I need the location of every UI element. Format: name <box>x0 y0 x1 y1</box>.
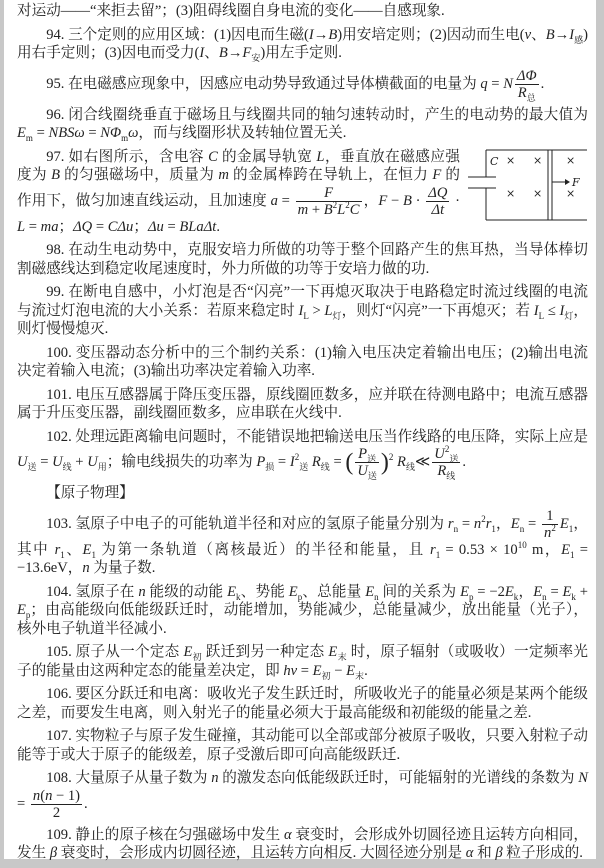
numerator <box>515 68 539 85</box>
text-run: ， <box>495 515 511 532</box>
denominator <box>432 463 460 479</box>
fraction <box>542 508 558 541</box>
text-run: − 1) <box>52 787 81 804</box>
math-symbol: R <box>311 453 321 470</box>
text-run: ，则灯慢慢熄灭. <box>17 302 588 337</box>
text-run: 的金属导轨宽 <box>217 148 317 165</box>
text-run: ≪ <box>414 453 431 470</box>
math-symbol: E <box>328 644 338 660</box>
math-symbol: E <box>365 583 375 600</box>
text-run: 102. 处理远距离输电问题时，不能错误地把输送电压当作线路的电压降，实际上应是 <box>46 428 588 445</box>
fraction <box>426 185 449 218</box>
rail-capacitor-figure <box>466 148 588 222</box>
subscript: 初 <box>192 651 202 662</box>
math-symbol: E <box>460 583 469 600</box>
math-symbol: U <box>357 463 368 479</box>
math-symbol: NΦ <box>100 125 122 141</box>
text-run: ；由高能级向低能级跃迁时，动能增加，势能减少，总能量减少，放出能量（光子），核外电子轨道半径减小. <box>17 602 588 637</box>
text-run: ，则灯“闪亮”一下再熄灭；若 <box>341 302 534 319</box>
text-run: 间的关系为 <box>378 583 461 600</box>
math-symbol: L <box>337 201 346 218</box>
math-symbol: E <box>288 583 298 600</box>
math-symbol: a <box>270 192 278 209</box>
math-symbol: m <box>218 167 229 183</box>
subscript: 用 <box>97 461 107 472</box>
numerator <box>432 446 460 463</box>
superscript: 2 <box>444 444 450 455</box>
math-symbol: n <box>138 583 146 600</box>
denominator <box>31 805 82 821</box>
document-body <box>17 2 588 868</box>
paragraph <box>17 68 588 101</box>
math-symbol: n <box>544 524 552 541</box>
text-run: 、 <box>531 26 546 43</box>
paragraph <box>17 283 588 339</box>
numerator <box>355 446 379 463</box>
superscript: 10 <box>517 539 527 550</box>
subscript: L <box>303 310 309 321</box>
math-symbol: B <box>323 201 333 218</box>
subscript: 损 <box>265 461 275 472</box>
subscript: k <box>236 591 241 602</box>
numerator <box>296 185 362 202</box>
text-run: 100. 变压器动态分析中的三个制约关系：(1)输入电压决定着输出电压；(2)输出电流决定着输入电流；(3)输出功率决定着输入功率. <box>17 344 588 379</box>
paragraph <box>17 508 588 578</box>
text-run: . <box>540 75 545 92</box>
math-symbol: E <box>17 125 26 141</box>
math-symbol: n <box>82 560 90 576</box>
subscript: 灯 <box>332 310 342 321</box>
text-run: 2 <box>52 804 61 821</box>
math-symbol: n <box>45 787 53 804</box>
math-symbol: F <box>378 192 388 209</box>
fraction <box>355 446 379 479</box>
text-run: 99. 在断电自感中，小灯泡是否“闪亮”一下再熄灭取决于电路稳定时流过线圈的电流与流过灯泡电流的大小关系：若原来稳定时 <box>17 284 588 319</box>
subscript: 末 <box>355 670 365 681</box>
text-run: 跃迁到另一种定态 <box>201 644 329 660</box>
math-symbol: n <box>32 787 41 804</box>
math-symbol: U <box>87 453 98 470</box>
subscript: k <box>571 591 576 602</box>
large-parenthesis: ) <box>380 449 389 476</box>
math-symbol: E <box>346 662 356 679</box>
text-run: 104. 氢原子在 <box>46 583 139 600</box>
denominator <box>426 202 449 218</box>
subscript: 总 <box>526 92 536 103</box>
math-symbol: q <box>480 75 488 92</box>
text-run: · <box>411 192 425 209</box>
math-symbol: n <box>473 515 482 532</box>
paragraph <box>17 727 588 764</box>
math-symbol: E <box>510 515 520 532</box>
field-mark: × <box>506 186 516 200</box>
paragraph <box>17 26 588 63</box>
paragraph <box>17 685 588 722</box>
math-symbol: I <box>199 45 205 61</box>
math-symbol: r <box>54 541 61 558</box>
math-symbol: r <box>430 541 436 558</box>
superscript: 2 <box>294 451 300 462</box>
math-symbol: E <box>312 662 322 679</box>
math-symbol: NBSω <box>48 125 85 141</box>
math-symbol: B <box>218 45 228 61</box>
text-run: 、总能量 <box>302 583 366 600</box>
math-symbol: B <box>328 26 338 43</box>
subscript: n <box>519 523 525 534</box>
document-page <box>4 0 596 859</box>
denominator <box>542 522 558 541</box>
text-run: = <box>25 218 41 235</box>
math-symbol: E <box>227 583 237 600</box>
text-run: · <box>451 192 460 209</box>
subscript: 1 <box>491 523 496 534</box>
math-symbol: I <box>308 26 314 43</box>
subscript: 线 <box>320 461 330 472</box>
text-run: . <box>462 453 466 470</box>
paragraph <box>17 148 588 237</box>
text-run: )用右手定则；(3)因电而受力( <box>17 26 588 61</box>
subscript: 1 <box>60 549 65 560</box>
text-run: 的金属棒跨在导轨上，在恒力 <box>228 167 433 183</box>
fraction <box>432 446 460 479</box>
section-heading: 【原子物理】 <box>46 485 134 501</box>
math-symbol: β <box>495 845 503 861</box>
fraction <box>31 788 82 821</box>
field-mark: × <box>533 186 543 200</box>
math-symbol: Δt <box>431 201 445 218</box>
text-run: = <box>277 192 294 209</box>
subscript: 送 <box>449 453 459 464</box>
text-run: = 0.53 × 10 <box>440 541 518 558</box>
math-symbol: C <box>208 148 218 165</box>
text-run: ， <box>363 192 379 209</box>
math-symbol: BLaΔt <box>179 218 217 235</box>
math-symbol: ω <box>128 125 139 141</box>
text-run: 107. 实物粒子与原子发生碰撞，其动能可以全部或部分被原子吸收，只要入射粒子动能等于或大于原子的能级差，原子受激后即可向高能级跃迁. <box>17 728 588 763</box>
denominator <box>355 463 379 479</box>
text-run: = <box>487 75 504 92</box>
text-run: 衰变时，会形成外切圆径迹且运转方向相同，发生 <box>17 826 588 861</box>
math-symbol: R <box>397 453 406 470</box>
paragraph <box>17 583 588 639</box>
subscript: 1 <box>568 523 574 534</box>
text-run: = <box>84 125 101 141</box>
subscript: n <box>374 591 379 602</box>
subscript: 送 <box>299 461 309 472</box>
math-symbol: I <box>533 302 539 319</box>
text-run: ，垂直放在磁感应强度为 <box>17 148 460 183</box>
text-run: ≤ <box>544 302 560 319</box>
math-symbol: α <box>283 826 292 843</box>
text-run: − <box>330 662 347 679</box>
math-symbol: E <box>504 583 514 600</box>
math-symbol: P <box>256 453 266 470</box>
text-run: 为量子数. <box>89 560 156 576</box>
text-run: 106. 要区分跃迁和电离：吸收光子发生跃迁时，所吸收光子的能量必须是某两个能级之差，而要发生电离，则入射光子的能量必须大于最高能级和初能级的能量之差. <box>17 686 588 721</box>
math-symbol: I <box>298 302 304 319</box>
superscript: 2 <box>481 513 486 524</box>
text-run: = <box>458 515 474 532</box>
math-symbol: α <box>465 845 474 861</box>
math-symbol: E <box>561 541 570 558</box>
numerator <box>426 185 449 202</box>
subscript: k <box>513 591 519 602</box>
text-run: 1 <box>546 507 554 524</box>
text-run: 101. 电压互感器属于降压变压器，原线圈匝数多，应并联在待测电路中；电流互感器属于升压变压器，副线圈匝数多，应串联在火线中. <box>17 386 588 421</box>
math-symbol: E <box>183 644 193 660</box>
text-run: = <box>32 125 49 141</box>
text-run: ；输电线损失的功率为 <box>106 453 257 470</box>
math-symbol: U <box>434 446 445 462</box>
subscript: 线 <box>446 470 456 481</box>
paragraph <box>17 386 588 423</box>
text-run: → <box>227 45 243 61</box>
subscript: 末 <box>337 651 347 662</box>
subscript: n <box>542 591 547 602</box>
text-run: = −13.6eV， <box>17 541 588 576</box>
text-run: 109. 静止的原子核在匀强磁场中发生 <box>46 826 284 843</box>
numerator <box>31 788 82 805</box>
text-run: ， <box>518 583 534 600</box>
math-symbol: hν <box>283 662 298 679</box>
text-run: 衰变时，会形成内切圆径迹，且运转方向相反. 大圆径迹分别是 <box>57 845 466 861</box>
text-run: = <box>546 583 563 600</box>
subscript: 1 <box>570 549 575 560</box>
math-symbol: B <box>402 192 412 209</box>
field-mark: × <box>533 153 543 167</box>
paragraph <box>17 2 588 21</box>
subscript: m <box>121 132 129 143</box>
subscript: p <box>468 591 474 602</box>
superscript: 2 <box>388 451 394 462</box>
text-run: − <box>387 192 403 209</box>
math-symbol: F <box>324 184 334 201</box>
subscript: 1 <box>435 549 441 560</box>
math-symbol: E <box>17 602 26 618</box>
text-run: . <box>84 795 88 812</box>
text-run: = <box>524 515 541 532</box>
denominator <box>515 85 539 101</box>
text-run: 96. 闭合线圈绕垂直于磁场且与线圈共同的轴匀速转动时，产生的电动势的最大值为 <box>46 106 588 123</box>
fraction <box>296 185 362 218</box>
text-run: )用安培定则；(2)因动而生电( <box>337 26 525 43</box>
math-symbol: L <box>324 302 333 319</box>
math-symbol: β <box>49 845 58 861</box>
math-symbol: U <box>52 453 63 470</box>
subscript: 1 <box>91 549 96 560</box>
math-symbol: B <box>545 26 555 43</box>
subscript: p <box>297 591 303 602</box>
arrow-head-icon <box>565 179 570 185</box>
text-run: 能级的动能 <box>145 583 228 600</box>
paragraph <box>17 643 588 680</box>
text-run: + <box>308 201 324 218</box>
math-symbol: r <box>447 515 454 532</box>
text-run: 、 <box>64 541 83 558</box>
math-symbol: U <box>17 453 28 470</box>
math-symbol: E <box>533 583 543 600</box>
math-symbol: ma <box>40 218 59 235</box>
subscript: 线 <box>62 461 72 472</box>
math-symbol: L <box>316 148 325 165</box>
subscript: 送 <box>367 453 377 464</box>
force-label: F <box>572 175 580 189</box>
text-run: 108. 大量原子从量子数为 <box>46 770 212 786</box>
text-run: = <box>329 453 346 470</box>
subscript: n <box>453 523 459 534</box>
text-run: 对运动——“来拒去留”；(3)阻碍线圈自身电流的变化——自感现象. <box>17 3 445 19</box>
text-run: 的匀强磁场中，质量为 <box>60 167 219 183</box>
text-run: 94. 三个定则的应用区域：(1)因电而生磁( <box>46 26 309 43</box>
text-run: 97. 如右图所示，含电容 <box>46 148 209 165</box>
text-run: 的作用下，做匀加速直线运动，且加速度 <box>17 167 460 209</box>
math-symbol: n <box>211 770 219 786</box>
subscript: 初 <box>321 670 331 681</box>
paragraph <box>17 769 588 821</box>
paragraph <box>17 241 588 278</box>
text-run: ； <box>133 218 148 235</box>
text-run: → <box>313 26 329 43</box>
subscript: 线 <box>405 461 415 472</box>
text-run: . <box>364 662 368 679</box>
math-symbol: CΔu <box>107 218 134 235</box>
text-run: = <box>36 453 53 470</box>
math-symbol: E <box>559 515 569 532</box>
field-mark: × <box>566 153 576 167</box>
text-run: 98. 在动生电动势中，克服安培力所做的功等于整个回路产生的焦耳热，当导体棒切割磁感线达到稳定收尾速度时，外力所做的功等于安培力做的功. <box>17 242 588 277</box>
text-run: )用左手定则. <box>260 45 342 61</box>
subscript: 灯 <box>564 310 574 321</box>
text-run: + <box>575 583 588 600</box>
subscript: p <box>25 609 31 620</box>
field-mark: × <box>506 153 516 167</box>
capacitor-label: C <box>490 154 499 168</box>
denominator <box>296 199 362 218</box>
text-run: = <box>297 662 313 679</box>
math-symbol: ΔQ <box>73 218 93 235</box>
text-run: = −2 <box>473 583 505 600</box>
math-symbol: R <box>517 84 527 101</box>
math-symbol: N <box>503 75 513 92</box>
text-run: 和 <box>473 845 496 861</box>
text-run: 105. 原子从一个定态 <box>46 644 184 660</box>
math-symbol: r <box>485 515 492 532</box>
superscript: 2 <box>332 199 338 210</box>
text-run: ，而与线圈形状及转轴位置无关. <box>138 125 347 141</box>
text-run: = <box>163 218 180 235</box>
math-symbol: Δu <box>147 218 164 235</box>
field-mark: × <box>566 186 576 200</box>
fraction <box>515 68 539 101</box>
math-symbol: L <box>17 218 26 235</box>
text-run: → <box>554 26 570 43</box>
superscript: 2 <box>345 199 350 210</box>
text-run: 为第一条轨道（离核最近）的半径和能量，且 <box>95 541 430 558</box>
math-symbol: E <box>562 583 572 600</box>
math-symbol: m <box>297 201 309 218</box>
text-run: ( <box>40 787 46 804</box>
math-symbol: R <box>437 463 447 479</box>
text-run: = <box>92 218 108 235</box>
text-run: m， <box>526 541 562 558</box>
paragraph <box>17 344 588 381</box>
text-run: ； <box>58 218 74 235</box>
large-parenthesis: ( <box>345 449 354 476</box>
math-symbol: I <box>289 453 295 470</box>
math-symbol: F <box>432 167 442 183</box>
text-run: 的激发态向低能级跃迁时，可能辐射的光谱线的条数为 <box>218 770 579 786</box>
math-symbol: ΔQ <box>428 184 448 201</box>
math-symbol: I <box>559 302 565 319</box>
paragraph <box>17 826 588 863</box>
subscript: 感 <box>574 34 584 45</box>
text-run: 103. 氢原子中电子的可能轨道半径和对应的氢原子能量分别为 <box>46 515 448 532</box>
superscript: 2 <box>551 522 556 533</box>
text-run: = <box>17 795 29 812</box>
math-symbol: E <box>82 541 92 558</box>
text-run: 时，原子辐射（或吸收）一定频率光子的能量由这两种定态的能量差决定，即 <box>17 644 588 679</box>
math-symbol: N <box>578 770 588 786</box>
text-run: 95. 在电磁感应现象中，因感应电动势导致通过导体横截面的电量为 <box>46 75 481 92</box>
math-symbol: I <box>569 26 575 43</box>
paragraph <box>17 428 588 480</box>
text-run: 、 <box>204 45 219 61</box>
text-run: + <box>71 453 88 470</box>
subscript: m <box>25 132 33 143</box>
text-run: ，其中 <box>17 515 588 558</box>
math-symbol: B <box>51 167 61 183</box>
text-run: 粒子形成的. <box>502 845 583 861</box>
subscript: L <box>538 310 545 321</box>
subscript: 安 <box>251 52 261 63</box>
text-run: = <box>274 453 290 470</box>
subscript: 送 <box>367 470 377 481</box>
math-symbol: F <box>242 45 252 61</box>
subscript: 送 <box>27 461 37 472</box>
math-symbol: ΔΦ <box>516 67 537 84</box>
math-symbol: C <box>349 201 360 218</box>
text-run: 、势能 <box>240 583 289 600</box>
math-symbol: v <box>524 26 532 43</box>
text-run: . <box>216 218 220 235</box>
paragraph <box>17 106 588 143</box>
text-run: > <box>308 302 325 319</box>
math-symbol: P <box>358 446 368 462</box>
